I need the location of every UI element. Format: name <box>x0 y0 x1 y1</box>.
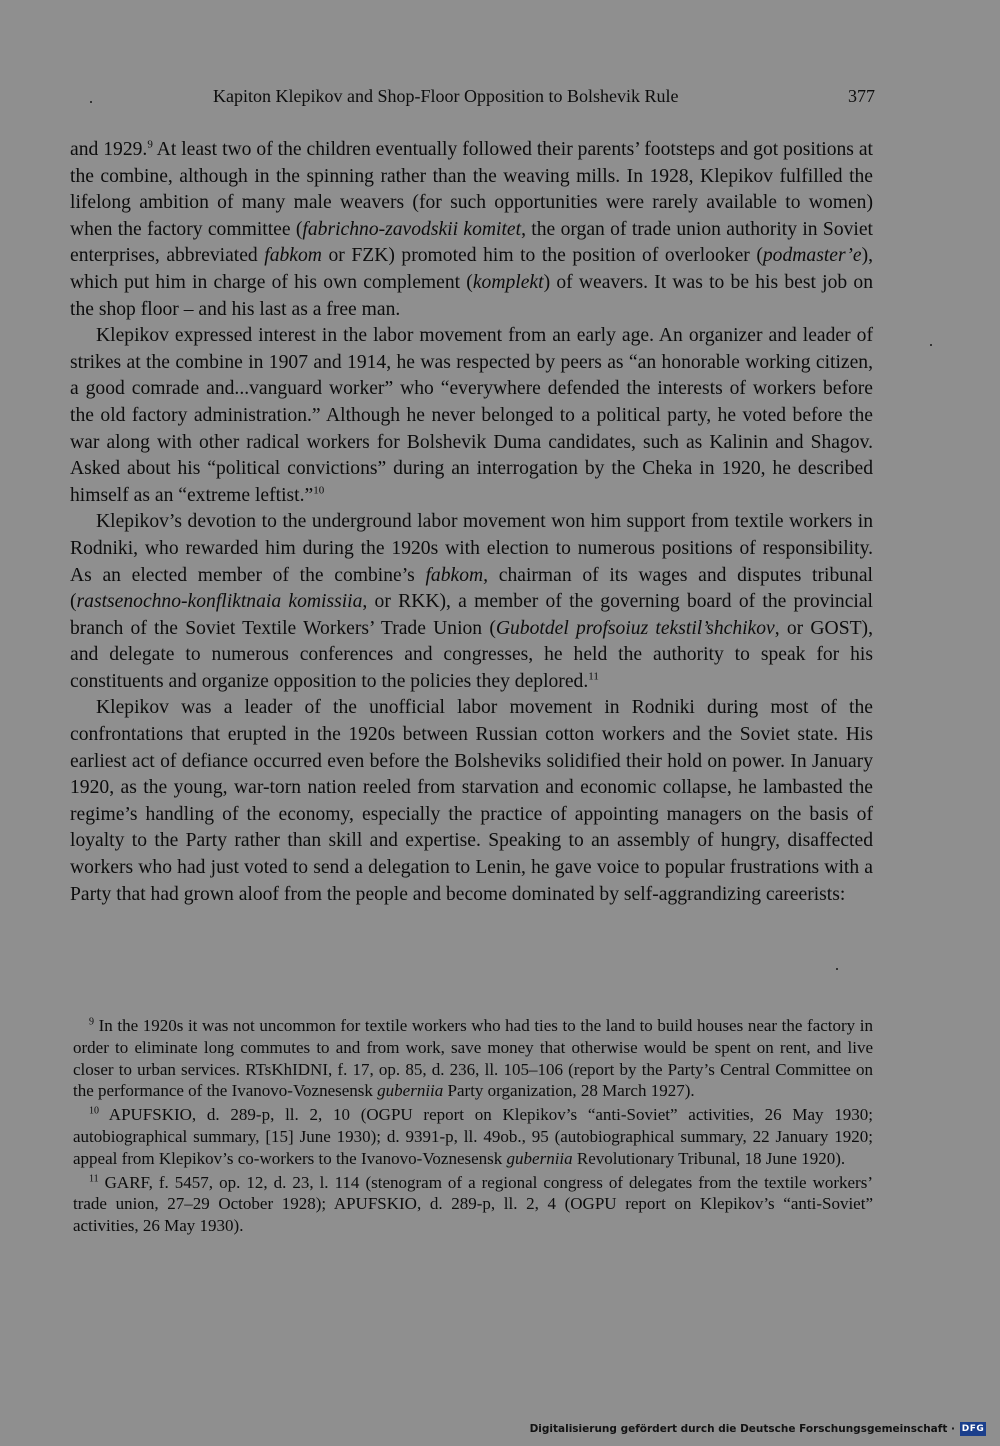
italic-term: komplekt <box>472 271 544 293</box>
paragraph <box>70 323 873 509</box>
footnote-marker: 10 <box>89 1105 99 1117</box>
italic-term: fabkom, <box>425 564 489 586</box>
text-run: , the organ of trade union authority in Soviet enterprises, abbreviated <box>70 218 873 267</box>
footnote-marker: 9 <box>89 1016 94 1028</box>
text-run: and 1929. <box>70 139 148 160</box>
paragraph <box>70 695 873 908</box>
text-run: GARF, f. 5457, op. 12, d. 23, l. 114 (stenogram of a regional congress of delegates from the textile workers’ trade union, 27–29 October 1928); APUFSKIO, d. 289-p, ll. 2, 4 (OGPU report on Klepikov’s “anti-Soviet” activities, 26 May 1930). <box>73 1172 873 1236</box>
credit-text: Digitalisierung gefördert durch die Deutsche Forschungsgemeinschaft · <box>529 1423 955 1435</box>
text-run: Klepikov was a leader of the unofficial labor movement in Rodniki during most of the confrontations that erupted in the 1920s between Russian cotton workers and the Soviet state. His earliest act of defiance occurred even before the Bolsheviks solidified their hold on power. In January 1920, as the young, war-torn nation reeled from starvation and economic collapse, he lambasted the regime’s handling of the economy, especially the practice of appointing managers on the basis of loyalty to the Party rather than skill and expertise. Speaking to an assembly of hungry, disaffected workers who had just voted to send a delegation to Lenin, he gave voice to popular frustrations with a Party that had grown aloof from the people and become dominated by self-aggrandizing careerists: <box>70 697 873 905</box>
running-head <box>70 86 875 112</box>
text-run: , or GOST), and delegate to numerous conferences and congresses, he held the authority to speak for his constituents and organize opposition to the policies they deplored. <box>70 617 873 692</box>
digitization-credit <box>530 1420 986 1438</box>
italic-term: rastsenochno-konfliktnaia komissiia <box>76 591 363 613</box>
footnote-marker: 11 <box>89 1172 99 1184</box>
footnote-marker: 9 <box>147 138 153 151</box>
footnote-marker: 11 <box>588 670 599 683</box>
footnotes <box>73 1015 873 1239</box>
paragraph <box>70 137 873 323</box>
body-text <box>70 137 873 908</box>
scan-speck <box>90 101 92 103</box>
footnote <box>73 1015 873 1102</box>
paragraph <box>70 509 873 695</box>
italic-term: fabkom <box>264 245 322 267</box>
scan-speck <box>930 344 932 346</box>
text-run: , or RKK), a member of the governing board of the provincial branch of the Soviet Textile Workers’ Trade Union ( <box>70 591 873 639</box>
italic-term: Gubotdel profsoiuz tekstil’shchikov <box>495 617 775 639</box>
text-run: APUFSKIO, d. 289-p, ll. 2, 10 (OGPU report on Klepikov’s “anti-Soviet” activities, 26 May 1930; autobiographical summary, [15] June 1930); d. 9391-p, ll. 49ob., 95 (autobiographical summary, 22 January 1920; appeal from Klepikov’s co-workers to the Ivanovo-Voznesensk <box>73 1105 873 1168</box>
text-run: In the 1920s it was not uncommon for textile workers who had ties to the land to build houses near the factory in order to eliminate long commutes to and from work, save money that otherwise would be spent on rent, and live closer to urban services. RTsKhIDNI, f. 17, op. 85, d. 236, ll. 105–106 (report by the Party’s Central Committee on the performance of the Ivanovo-Voznesensk <box>73 1016 873 1101</box>
page-number: 377 <box>848 86 875 106</box>
running-head-title: Kapiton Klepikov and Shop-Floor Opposition to Bolshevik Rule <box>213 86 679 106</box>
dfg-logo-icon: DFG <box>961 1424 985 1434</box>
text-run: chairman of its wages and disputes tribunal ( <box>70 564 873 613</box>
italic-term: guberniia <box>377 1081 444 1101</box>
footnote <box>73 1104 873 1169</box>
footnote <box>73 1172 873 1237</box>
text-run: Revolutionary Tribunal, 18 June 1920). <box>572 1148 846 1168</box>
text-run: ), which put him in charge of his own complement ( <box>70 245 873 293</box>
footnote-marker: 10 <box>313 484 325 497</box>
italic-term: guberniia <box>506 1148 573 1168</box>
text-run: Party organization, 28 March 1927). <box>443 1081 695 1101</box>
text-run: At least two of the children eventually followed their parents’ footsteps and got positions at the combine, although in the spinning rather than the weaving mills. In 1928, Klepikov fulfilled the lifelong ambition of many male weavers (for such opportunities were rarely available to women) when the factory committee ( <box>70 139 874 240</box>
italic-term: fabrichno-zavodskii komitet <box>302 218 522 240</box>
text-run: Klepikov expressed interest in the labor movement from an early age. An organizer and leader of strikes at the combine in 1907 and 1914, he was respected by peers as “an honorable working citizen, a good comrade and...vanguard worker” who “everywhere defended the interests of workers before the old factory administration.” Although he never belonged to a political party, he voted before the war along with other radical workers for Bolshevik Duma candidates, such as Kalinin and Shagov. Asked about his “political convictions” during an interrogation by the Cheka in 1920, he described himself as an “extreme leftist.” <box>70 325 873 506</box>
italic-term: podmaster’e <box>762 245 862 267</box>
scan-speck <box>836 968 838 970</box>
text-run: Klepikov’s devotion to the underground labor movement won him support from textile workers in Rodniki, who rewarded him during the 1920s with election to numerous positions of responsibility. As an elected member of the combine’s <box>70 511 873 586</box>
text-run: ) of weavers. It was to be his best job on the shop floor – and his last as a free man. <box>70 271 874 320</box>
text-run: or FZK) promoted him to the position of overlooker ( <box>321 245 763 267</box>
